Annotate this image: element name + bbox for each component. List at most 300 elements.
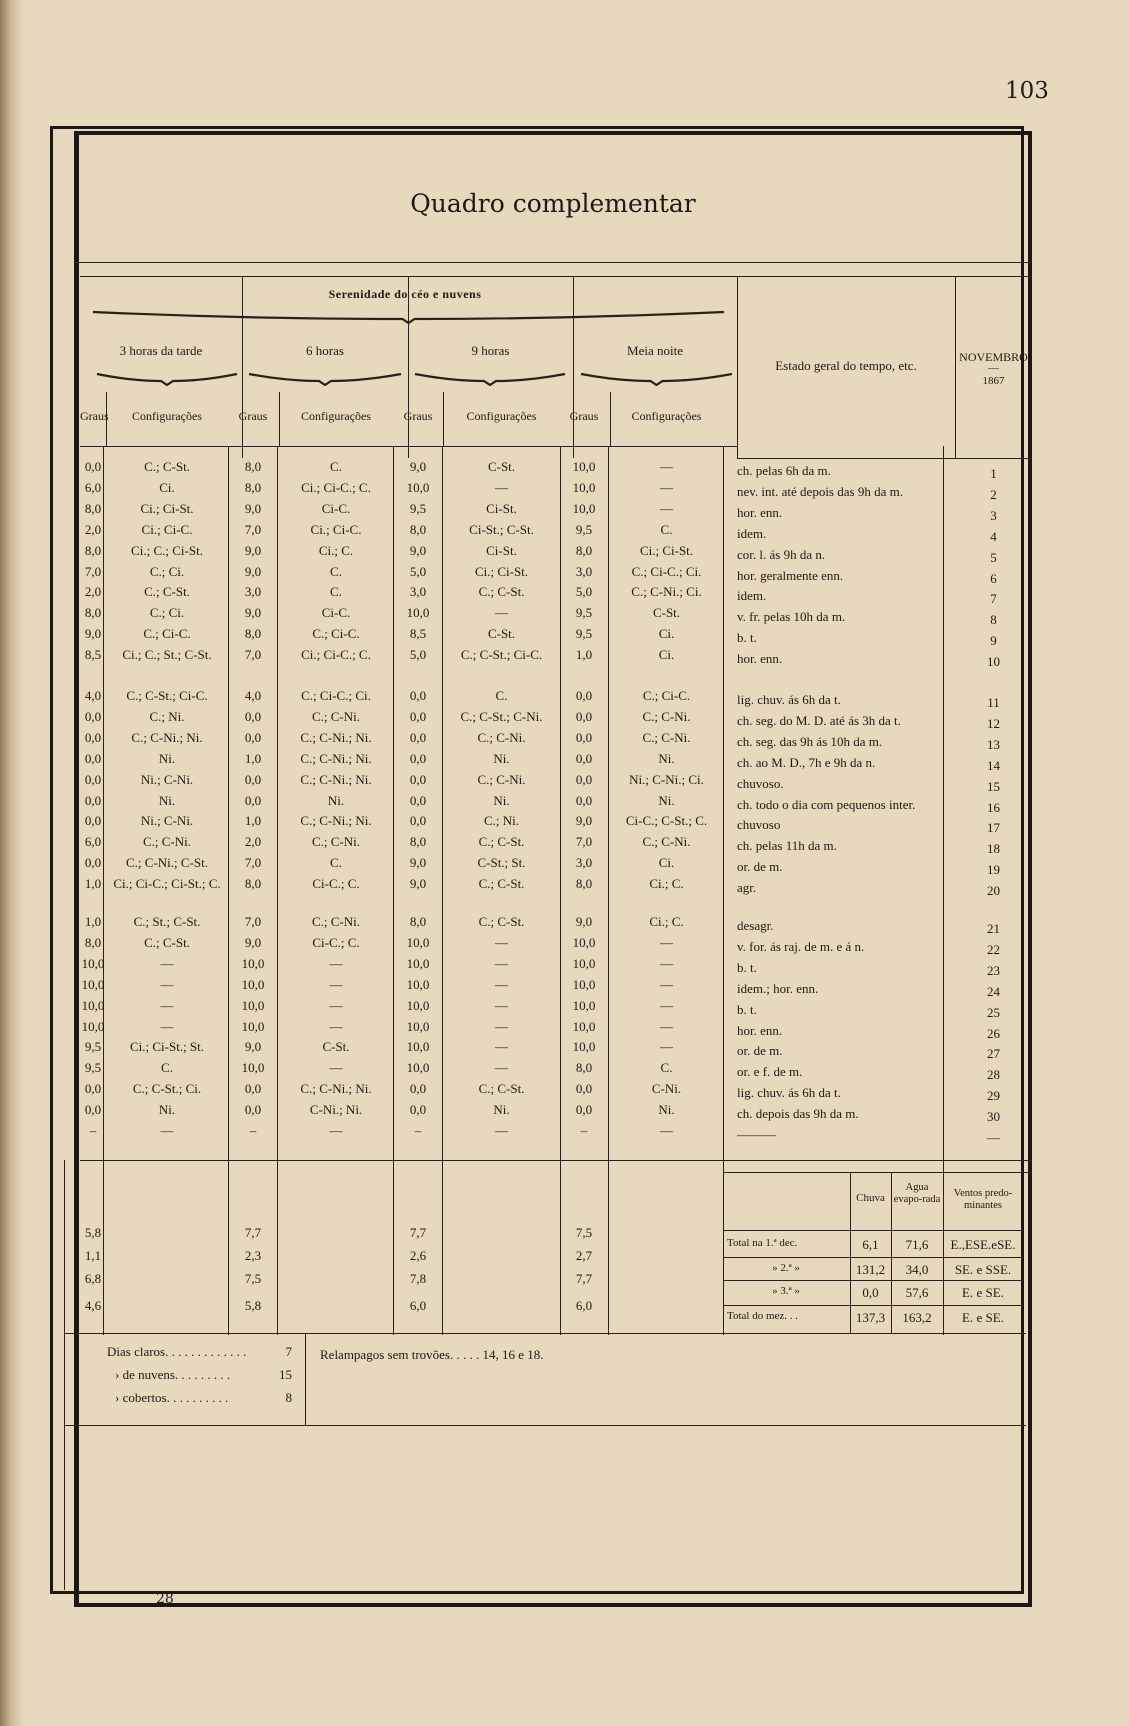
rule-line [64,1425,1026,1426]
graus-cell: 0,0 [409,1102,427,1118]
config-cell: Ci-C.; C. [312,876,360,892]
config-cell: C-St. [322,1039,350,1055]
config-cell: C.; C-Ni. [642,729,691,745]
day-cell: 13 [987,736,1000,752]
graus-cell: 0,0 [84,813,102,829]
config-cell: C-St. [487,459,516,474]
graus-cell: 0,0 [244,1081,262,1097]
config-cell: C.; C-Ni.; Ni. [131,729,203,745]
average-cell: 6,8 [84,1271,102,1286]
graus-cell: 7,0 [244,521,262,537]
graus-cell: 0,0 [244,1102,262,1118]
estado-cell: ch. ao M. D., 7h e 9h da n. [737,754,876,770]
average-cell: 4,6 [84,1298,102,1313]
average-cell: 2,3 [244,1248,262,1263]
day-cell: 6 [990,570,997,586]
config-cell: — [660,934,673,950]
column-rule [64,1160,65,1590]
config-cell: C.; C-St.; C-Ni. [460,708,543,724]
config-cell: Ni. [658,750,675,766]
graus-cell: 10,0 [406,976,430,992]
config-cell: C.; C-Ni. [311,708,361,724]
day-cell: 5 [990,549,997,565]
graus-cell: 0,0 [84,459,102,474]
dias-count: 8 [285,1390,292,1405]
graus-cell: 10,0 [241,955,265,971]
estado-cell: v. fr. pelas 10h da m. [737,609,846,625]
config-cell: Ci.; Ci-St. [474,563,529,579]
config-cell: Ni. [327,792,345,808]
config-cell: — [660,976,673,992]
config-cell: Ci-C.; C-St.; C. [625,813,708,829]
graus-cell: 0,0 [409,771,427,787]
config-cell: C.; Ci. [149,605,185,621]
average-cell: 2,6 [409,1248,427,1263]
graus-cell: 9,0 [244,605,262,621]
average-cell: 7,5 [244,1271,262,1286]
config-cell: C.; C-St. [478,1081,525,1097]
graus-cell: 0,0 [409,1081,427,1097]
config-cell: Ni. [658,1102,675,1118]
config-cell: C.; Ni. [149,708,185,724]
config-cell: C.; Ci. [149,563,185,579]
graus-cell: 0,0 [575,1081,593,1097]
config-cell: C.; C-Ni. [477,729,526,745]
config-cell: — [660,1123,673,1138]
graus-cell: 1,0 [84,914,102,929]
day-cell: 10 [987,654,1000,670]
day-cell: 17 [987,820,1000,836]
average-cell: 2,7 [575,1248,593,1263]
graus-cell: 0,0 [575,792,593,808]
day-cell: 14 [987,757,1000,773]
estado-cell: ch. todo o dia com pequenos inter. [737,796,916,812]
graus-cell: 5,0 [409,647,427,663]
graus-cell: 10,0 [241,997,265,1013]
graus-cell: 7,0 [575,834,593,850]
average-cell: 7,7 [244,1225,262,1240]
ventos-value: E.,ESE.eSE. [950,1237,1016,1252]
day-cell: 20 [987,883,1000,899]
graus-cell: 0,0 [84,771,102,787]
column-rule [242,277,243,458]
config-cell: C.; C-St.; Ci-C. [460,647,543,663]
day-cell: 12 [987,715,1000,731]
graus-cell: 10,0 [572,955,596,971]
config-cell: — [329,997,343,1013]
day-cell: 7 [990,591,997,607]
graus-cell: 9,0 [244,934,262,950]
config-cell: C.; St.; C-St. [133,914,201,929]
estado-cell: v. for. ás raj. de m. e á n. [737,938,865,954]
config-cell: C.; C-St. [478,914,525,929]
config-cell: — [495,976,508,992]
total-label: » 2.ª » [772,1262,800,1274]
config-cell: — [329,1123,343,1138]
rule-line [737,458,1032,459]
graus-cell: 9,5 [84,1039,102,1055]
config-heading: Configurações [466,409,537,423]
graus-cell: 0,0 [84,729,102,745]
config-cell: Ni. [493,792,510,808]
config-cell: — [495,1123,508,1138]
graus-cell: 8,0 [409,521,427,537]
config-cell: Ci.; Ci-C.; C. [301,479,371,495]
graus-cell: 8,0 [244,626,262,642]
rule-line [723,1305,1022,1306]
config-cell: C. [660,521,673,537]
brace-ornament [580,372,733,386]
day-cell: 29 [987,1088,1000,1104]
sheet-number: 28 [156,1591,174,1607]
config-cell: — [660,1018,673,1034]
graus-cell: 6,0 [84,834,102,850]
time-heading: 9 horas [471,343,510,358]
config-cell: — [660,479,673,495]
config-heading: Configurações [132,409,202,423]
config-cell: — [660,500,673,516]
graus-cell: 2,0 [244,834,262,850]
graus-cell: 8,0 [409,834,427,850]
config-cell: C.; C-St.; Ci-C. [126,688,208,703]
estado-cell: agr. [737,880,757,896]
average-cell: 7,5 [575,1225,593,1240]
estado-cell: ch. pelas 11h da m. [737,838,837,854]
config-cell: Ci.; Ci-St. [140,500,194,516]
graus-heading: Graus [569,409,599,423]
config-cell: C.; C-St. [144,584,190,600]
graus-cell: 9,0 [244,563,262,579]
graus-cell: 0,0 [84,792,102,808]
page-number: 103 [1005,78,1049,104]
graus-cell: 10,0 [572,459,596,474]
average-cell: 5,8 [84,1225,102,1240]
rule-line [723,1230,1022,1231]
config-cell: Ni.; C-Ni. [140,771,194,787]
config-cell: Ci.; Ci-C.; C. [301,647,371,663]
agua-value: 71,6 [905,1237,929,1252]
graus-cell: 10,0 [406,1060,430,1076]
config-cell: Ni. [158,750,176,766]
config-heading: Configurações [301,409,371,423]
day-cell: 8 [990,612,997,628]
month-dash: — [988,362,999,374]
config-cell: C.; Ci-C.; Ci. [301,688,371,703]
config-cell: C.; C-Ni. [311,834,361,850]
ventos-value: E. e SE. [962,1285,1004,1300]
graus-cell: 0,0 [409,729,427,745]
graus-cell: 10,0 [572,479,596,495]
config-cell: Ci. [658,626,675,642]
config-cell: C.; C-Ni.; Ni. [300,771,372,787]
day-cell: 28 [987,1067,1000,1083]
graus-cell: – [414,1123,422,1138]
config-cell: C-St. [652,605,681,621]
graus-heading: Graus [80,409,109,423]
graus-cell: 8,0 [84,500,102,516]
time-heading: 6 horas [306,343,344,358]
config-cell: Ci-C.; C. [312,934,360,950]
config-cell: C.; C-St. [478,584,525,600]
month-heading: NOVEMBRO [959,350,1028,364]
agua-value: 57,6 [905,1285,929,1300]
chuva-value: 6,1 [862,1237,879,1252]
graus-cell: 9,0 [84,626,102,642]
brace-ornament [96,372,238,386]
day-cell: 4 [990,528,997,544]
estado-cell: hor. geralmente enn. [737,567,844,583]
graus-cell: 9,5 [575,626,593,642]
config-cell: Ci.; Ci-C. [310,521,362,537]
config-cell: C.; Ci-C. [642,688,691,703]
config-cell: — [495,479,508,495]
graus-cell: 9,5 [575,521,593,537]
graus-cell: 0,0 [409,708,427,724]
estado-cell: ch. pelas 6h da m. [737,463,831,478]
graus-cell: 1,0 [244,750,262,766]
column-rule [723,446,724,1335]
estado-cell: ch. seg. das 9h ás 10h da m. [737,733,883,749]
config-cell: Ci.; C. [649,914,684,929]
graus-cell: 10,0 [406,1039,430,1055]
graus-cell: 10,0 [241,1060,265,1076]
day-cell: 18 [987,841,1000,857]
graus-cell: 0,0 [409,688,427,703]
graus-cell: 1,0 [244,813,262,829]
estado-cell: ——— [737,1127,776,1142]
graus-cell: 8,0 [575,1060,593,1076]
estado-cell: b. t. [737,1001,757,1017]
dias-count: 15 [279,1367,292,1382]
graus-cell: 1,0 [575,647,593,663]
config-cell: C. [330,584,342,600]
config-cell: C.; C-Ni. [311,914,361,929]
total-label: Total do mez. . . [727,1310,799,1322]
day-cell: 25 [987,1004,1000,1020]
brace-ornament [414,372,566,386]
config-cell: C.; Ci-C. [143,626,191,642]
graus-cell: 0,0 [244,708,262,724]
estado-cell: idem.; hor. enn. [737,980,819,996]
estado-cell: b. t. [737,630,757,646]
estado-cell: lig. chuv. ás 6h da t. [737,1085,841,1101]
day-cell: 16 [987,799,1000,815]
config-cell: — [495,1018,508,1034]
graus-cell: 6,0 [84,479,102,495]
config-cell: — [329,976,343,992]
config-cell: C. [660,1060,673,1076]
graus-cell: 10,0 [572,997,596,1013]
graus-cell: 10,0 [81,976,105,992]
graus-cell: – [249,1123,257,1138]
graus-cell: 9,0 [409,876,427,892]
estado-cell: hor. enn. [737,1022,783,1038]
rule-line [64,1333,1026,1334]
graus-cell: 8,0 [244,479,262,495]
column-rule [573,277,574,458]
graus-cell: 8,0 [84,934,102,950]
config-cell: C.; Ci-C.; Ci. [631,563,702,579]
graus-cell: 0,0 [84,855,102,871]
config-cell: — [495,1060,508,1076]
graus-cell: 4,0 [84,688,102,703]
graus-cell: 0,0 [244,792,262,808]
estado-cell: cor. l. ás 9h da n. [737,546,826,562]
average-cell: 7,7 [575,1271,593,1286]
graus-cell: 0,0 [409,792,427,808]
graus-cell: 10,0 [81,1018,105,1034]
average-cell: 6,0 [575,1298,593,1313]
graus-cell: 8,0 [84,605,102,621]
average-cell: 6,0 [409,1298,427,1313]
graus-cell: 10,0 [241,976,265,992]
graus-cell: 10,0 [81,955,105,971]
graus-cell: 3,0 [575,563,593,579]
graus-cell: 8,0 [409,914,427,929]
day-cell: 11 [987,695,1000,710]
agua-value: 163,2 [902,1310,932,1325]
config-cell: C-St. [487,626,516,642]
graus-cell: 10,0 [406,479,430,495]
config-cell: — [329,955,343,971]
config-cell: — [160,976,174,992]
graus-cell: 8,0 [244,876,262,892]
chuva-value: 137,3 [855,1310,886,1325]
year-heading: 1867 [982,375,1005,387]
ventos-heading: Ventos predo-minantes [953,1188,1013,1211]
config-cell: C. [330,459,342,474]
day-cell: 2 [990,486,997,502]
graus-cell: 0,0 [409,750,427,766]
graus-cell: 3,0 [244,584,262,600]
graus-cell: 0,0 [84,708,102,724]
config-cell: — [160,1018,174,1034]
graus-cell: 8,0 [575,876,593,892]
estado-cell: ch. depois das 9h da m. [737,1106,859,1122]
config-cell: Ci.; C. [318,542,354,558]
graus-cell: 10,0 [406,955,430,971]
graus-cell: 2,0 [84,521,102,537]
graus-cell: 9,0 [409,459,427,474]
ventos-value: E. e SE. [962,1310,1004,1325]
day-cell: 30 [987,1109,1000,1125]
graus-cell: 9,0 [575,914,593,929]
rule-line [80,276,1032,277]
estado-cell: nev. int. até depois das 9h da m. [737,483,903,499]
config-cell: C.; C-Ni.; Ni. [300,729,372,745]
graus-cell: 0,0 [575,750,593,766]
dias-count: 7 [285,1344,292,1359]
estado-cell: desagr. [737,918,774,933]
config-cell: C.; C-Ni. [477,771,526,787]
estado-heading: Estado geral do tempo, etc. [775,358,917,373]
graus-cell: 10,0 [572,976,596,992]
graus-cell: 3,0 [409,584,427,600]
graus-cell: 0,0 [575,771,593,787]
config-cell: — [660,459,673,474]
graus-cell: 4,0 [244,688,262,703]
graus-heading: Graus [403,409,433,423]
graus-cell: 7,0 [244,855,262,871]
graus-cell: 10,0 [572,500,596,516]
time-heading: 3 horas da tarde [119,343,203,358]
graus-cell: 0,0 [575,688,593,703]
estado-cell: chuvoso [737,817,781,833]
graus-cell: 10,0 [572,1039,596,1055]
config-cell: Ci.; C.; Ci-St. [131,542,203,558]
config-cell: Ci. [159,479,175,495]
graus-cell: 8,5 [84,647,102,663]
dias-label: › cobertos. . . . . . . . . . [115,1390,229,1405]
graus-cell: 9,0 [244,1039,262,1055]
estado-cell: idem. [737,525,767,541]
time-heading: Meia noite [627,343,683,358]
config-cell: C.; C-St. [478,834,525,850]
graus-cell: 9,0 [244,542,262,558]
day-cell: 15 [987,778,1000,794]
graus-heading: Graus [238,409,268,423]
config-cell: Ci-C. [321,605,351,621]
graus-cell: 5,0 [409,563,427,579]
estado-cell: hor. enn. [737,504,783,520]
config-cell: C.; C-Ni.; Ni. [300,750,372,766]
estado-cell: hor. enn. [737,651,783,667]
graus-cell: 9,0 [409,542,427,558]
graus-cell: 10,0 [406,997,430,1013]
column-rule [408,277,409,458]
graus-cell: 0,0 [84,750,102,766]
config-heading: Configurações [631,409,702,423]
rule-line [74,262,1032,263]
config-cell: C.; Ni. [483,813,520,829]
graus-cell: 8,5 [409,626,427,642]
graus-cell: 9,5 [84,1060,102,1076]
config-cell: Ni. [158,792,176,808]
config-cell: C.; C-Ni.; C-St. [126,855,208,871]
graus-cell: 0,0 [575,708,593,724]
config-cell: C. [161,1060,173,1076]
config-cell: — [160,1123,174,1138]
estado-cell: or. de m. [737,859,783,875]
estado-cell: lig. chuv. ás 6h da t. [737,692,841,707]
estado-cell: b. t. [737,959,757,975]
day-cell: — [987,1130,1000,1145]
relampagos-note: Relampagos sem trovões. . . . . 14, 16 e 18. [320,1347,544,1362]
graus-cell: 8,0 [244,459,262,474]
config-cell: C.; C-Ni. [642,834,691,850]
agua-heading: Agua evapo-rada [893,1182,941,1205]
config-cell: Ci. [658,647,675,663]
ventos-value: SE. e SSE. [954,1262,1012,1277]
rule-line [80,1160,1032,1161]
config-cell: — [660,955,673,971]
config-cell: Ci-St.; C-St. [469,521,534,537]
config-cell: C-Ni. [651,1081,682,1097]
graus-cell: 9,0 [575,813,593,829]
graus-cell: 10,0 [241,1018,265,1034]
graus-cell: 0,0 [575,1102,593,1118]
config-cell: Ci.; Ci-C.; Ci-St.; C. [113,876,221,892]
estado-cell: chuvoso. [737,775,784,791]
config-cell: Ci.; Ci-C. [141,521,193,537]
total-label: » 3.ª » [772,1285,800,1297]
rule-line [723,1280,1022,1281]
graus-cell: 0,0 [84,1081,102,1097]
day-cell: 21 [987,921,1000,936]
graus-cell: 3,0 [575,855,593,871]
graus-cell: 9,5 [575,605,593,621]
graus-cell: 8,0 [575,542,593,558]
